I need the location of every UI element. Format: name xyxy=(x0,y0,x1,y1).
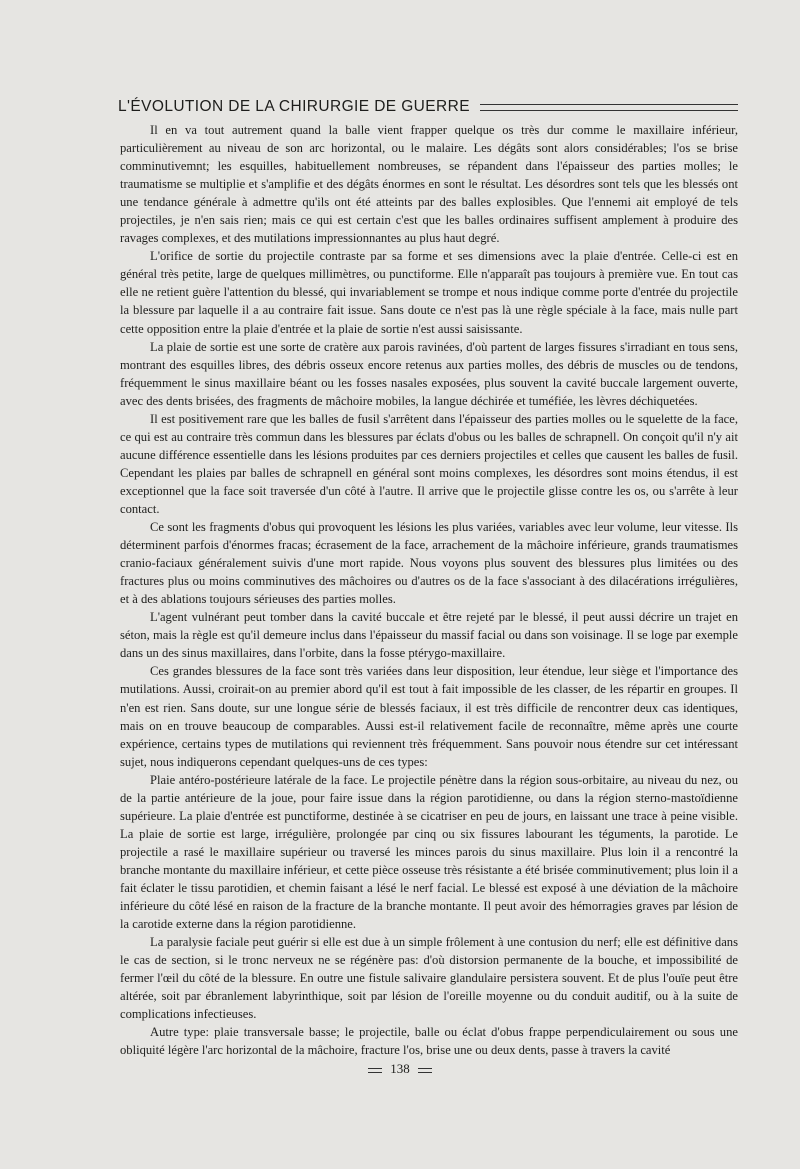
header-double-rule xyxy=(480,104,738,111)
paragraph: Il en va tout autrement quand la balle vient frapper quelque os très dur comme le maxillaire inférieur, particulièrement au niveau de son arc horizontal, ou le malaire. Les dégâts sont alors considérables; l'os se brise comminutivemnt; les esquilles, habituellement nombreuses, se répandent dans l'épaisseur des parties molles; le traumatisme se multiplie et s'amplifie et des dégâts énormes en sont le résultat. Les désordres sont tels que les blessés ont une tendance générale à admettre qu'ils ont été atteints par des balles explosibles. Que l'ennemi ait employé de tels projectiles, je n'en sais rien; mais ce qui est certain c'est que les balles ordinaires suffisent amplement à produire des ravages complexes, et des mutilations impressionnantes au plus haut degré. xyxy=(120,123,738,246)
running-header xyxy=(118,97,738,117)
running-title: L'ÉVOLUTION DE LA CHIRURGIE DE GUERRE xyxy=(118,98,470,115)
paragraph: Ces grandes blessures de la face sont très variées dans leur disposition, leur étendue, leur siège et l'importance des mutilations. Aussi, croirait-on au premier abord qu'il est tout à fait impossible de les classer, de les répartir en groupes. Il n'en est rien. Sans doute, sur une longue série de blessés faciaux, il est très difficile de rencontrer deux cas identiques, mais on en trouve beaucoup de comparables. Aussi est-il relativement facile de reconnaître, même après une courte expérience, certains types de mutilations qui reviennent très fréquemment. Sans pouvoir nous étendre sur cet intéressant sujet, nous indiquerons cependant quelques-uns de ces types: xyxy=(120,664,738,769)
paragraph: L'agent vulnérant peut tomber dans la cavité buccale et être rejeté par le blessé, il peut aussi décrire un trajet en séton, mais la règle est qu'il demeure inclus dans l'épaisseur du massif facial ou dans son voisinage. Il se loge par exemple dans un des sinus maxillaires, dans l'orbite, dans la fosse ptérygo-maxillaire. xyxy=(120,610,738,661)
paragraph: La paralysie faciale peut guérir si elle est due à un simple frôlement à une contusion du nerf; elle est définitive dans le cas de section, si le tronc nerveux ne se régénère pas: d'où distorsion permanente de la bouche, et impossibilité de fermer l'œil du côté de la blessure. En outre une fistule salivaire glandulaire persistera souvent. Et de plus l'ouïe peut être altérée, soit par ébranlement labyrinthique, soit par lésion de l'oreille moyenne ou du conduit auditif, ou à la suite de complications infectieuses. xyxy=(120,935,738,1022)
paragraph: Plaie antéro-postérieure latérale de la face. Le projectile pénètre dans la région sous-orbitaire, au niveau du nez, ou de la partie antérieure de la joue, pour faire issue dans la région parotidienne, ou dans la région sterno-mastoïdienne supérieure. La plaie d'entrée est punctiforme, destinée à se cicatriser en peu de jours, en laissant une trace à peine visible. La plaie de sortie est large, irrégulière, prolongée par cinq ou six fissures labourant les téguments, la parotide. Le projectile a rasé le maxillaire supérieur ou traversé les minces parois du sinus maxillaire. Plus loin il a rencontré la branche montante du maxillaire inférieur, et cette pièce osseuse très résistante a été brisée comminutivement; plus loin il a fait éclater le tissu parotidien, et chemin faisant a lésé le nerf facial. Le blessé est exposé à une déviation de la mâchoire inférieure du côté lésé en raison de la fracture de la branche montante. Il peut avoir des hémorragies graves par lésion de la carotide externe dans la région parotidienne. xyxy=(120,772,738,932)
page-number: 138 xyxy=(390,1061,410,1076)
body-text xyxy=(120,121,738,1059)
folio-ornament-left xyxy=(368,1068,382,1073)
paragraph: Il est positivement rare que les balles de fusil s'arrêtent dans l'épaisseur des parties molles ou le squelette de la face, ce qui est au contraire très commun dans les blessures par éclats d'obus ou les balles de schrapnell. On conçoit qu'il n'y ait aucune différence essentielle dans les lésions produites par ces derniers projectiles et celles que causent les balles de fusil. Cependant les plaies par balles de schrapnell en général sont moins complexes, les désordres sont moins étendus, il est exceptionnel que la face soit traversée d'un côté à l'autre. Il arrive que le projectile glisse contre les os, ou s'arrête à leur contact. xyxy=(120,411,738,516)
page-footer xyxy=(0,1061,800,1077)
paragraph: Ce sont les fragments d'obus qui provoquent les lésions les plus variées, variables avec leur volume, leur vitesse. Ils déterminent parfois d'énormes fracas; écrasement de la face, arrachement de la mâchoire inférieure, grands traumatismes cranio-faciaux généralement suivis d'une mort rapide. Nous voyons plus souvent des blessures plus limitées ou des fractures plus ou moins comminutives des mâchoires ou d'autres os de la face s'associant à des dilacérations irrégulières, et à des ablations toujours sérieuses des parties molles. xyxy=(120,520,738,607)
paragraph: L'orifice de sortie du projectile contraste par sa forme et ses dimensions avec la plaie d'entrée. Celle-ci est en général très petite, large de quelques millimètres, ou punctiforme. Elle n'apparaît pas toujours à première vue. En tout cas elle ne retient guère l'attention du blessé, qui invariablement se trompe et nous indique comme porte d'entrée du projectile la blessure par laquelle il a au contraire fait issue. Sans doute ce n'est pas là une règle spéciale à la face, mais nulle part cette opposition entre la plaie d'entrée et la plaie de sortie n'est aussi saisissante. xyxy=(120,249,738,336)
paragraph: Autre type: plaie transversale basse; le projectile, balle ou éclat d'obus frappe perpendiculairement ou sous une obliquité légère l'arc horizontal de la mâchoire, fracture l'os, brise une ou deux dents, passe à travers la cavité xyxy=(120,1025,738,1058)
paragraph: La plaie de sortie est une sorte de cratère aux parois ravinées, d'où partent de larges fissures s'irradiant en tous sens, montrant des esquilles libres, des débris osseux encore retenus aux parties molles, des débris de muscles ou de tendons, fréquemment le sinus maxillaire béant ou les fosses nasales exposées, plus souvent la cavité buccale largement ouverte, avec des dents brisées, des fragments de mâchoire mobiles, la langue déchirée et tuméfiée, les lèvres déchiquetées. xyxy=(120,339,738,408)
folio-ornament-right xyxy=(418,1068,432,1073)
